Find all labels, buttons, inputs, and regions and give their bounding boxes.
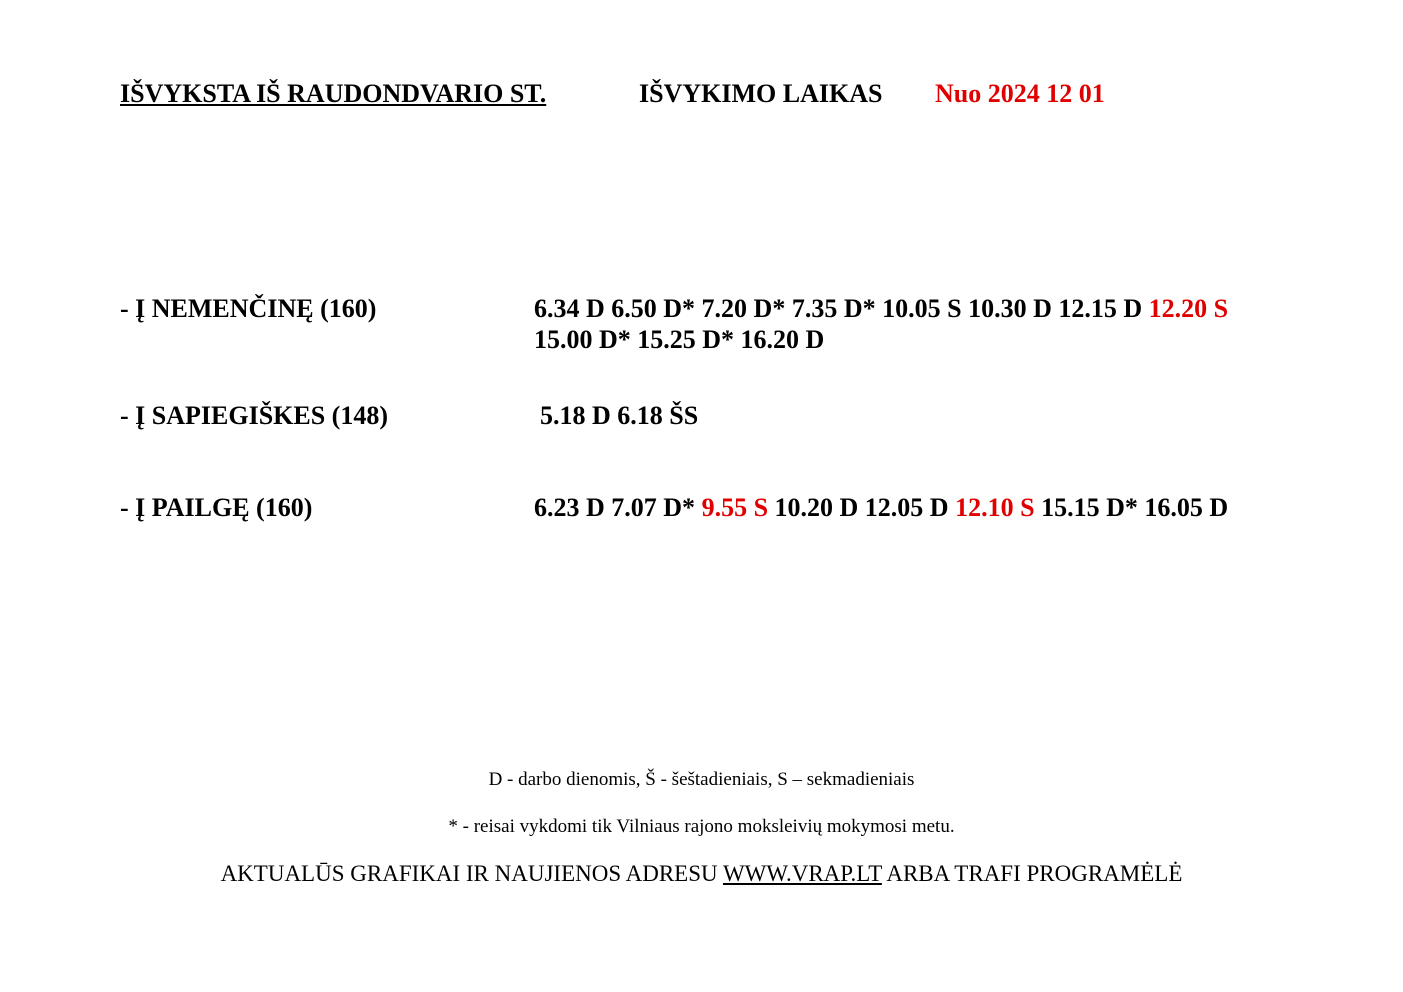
legend-days: D - darbo dienomis, Š - šeštadieniais, S – sekmadieniais bbox=[488, 769, 915, 790]
route-times-sapiegiskes bbox=[540, 401, 698, 431]
times-segment-highlight: 12.10 S bbox=[955, 493, 1035, 522]
route-times-nemencine-line-1 bbox=[534, 294, 1228, 324]
footer-notice bbox=[0, 861, 1403, 887]
departure-time-heading: IŠVYKIMO LAIKAS bbox=[639, 79, 883, 108]
legend-asterisk: * - reisai vykdomi tik Vilniaus rajono moksleivių mokymosi metu. bbox=[448, 816, 955, 837]
times-segment: 5.18 D 6.18 ŠS bbox=[540, 401, 699, 430]
times-segment: 6.34 D 6.50 D* 7.20 D* 7.35 D* 10.05 S 10.30 D 12.15 D bbox=[534, 294, 1149, 323]
route-label-nemencine: - Į NEMENČINĘ (160) bbox=[120, 294, 377, 323]
times-segment-highlight: 12.20 S bbox=[1148, 294, 1229, 323]
times-segment: 15.15 D* 16.05 D bbox=[1034, 493, 1229, 522]
route-times-nemencine-line-2 bbox=[534, 325, 824, 355]
route-times-pailge bbox=[534, 493, 1228, 523]
footer-prefix: AKTUALŪS GRAFIKAI IR NAUJIENOS ADRESU bbox=[220, 861, 723, 886]
website-link[interactable]: WWW.VRAP.LT bbox=[722, 861, 882, 886]
route-label-pailge: - Į PAILGĘ (160) bbox=[120, 493, 313, 522]
footer-suffix: ARBA TRAFI PROGRAMĖLĖ bbox=[881, 861, 1183, 886]
route-label-sapiegiskes: - Į SAPIEGIŠKES (148) bbox=[120, 401, 388, 430]
times-segment-highlight: 9.55 S bbox=[701, 493, 769, 522]
times-segment: 6.23 D 7.07 D* bbox=[534, 493, 702, 522]
valid-from-date: Nuo 2024 12 01 bbox=[935, 79, 1105, 108]
times-segment: 15.00 D* 15.25 D* 16.20 D bbox=[534, 325, 825, 354]
times-segment: 10.20 D 12.05 D bbox=[768, 493, 956, 522]
departs-from-heading: IŠVYKSTA IŠ RAUDONDVARIO ST. bbox=[120, 79, 547, 108]
